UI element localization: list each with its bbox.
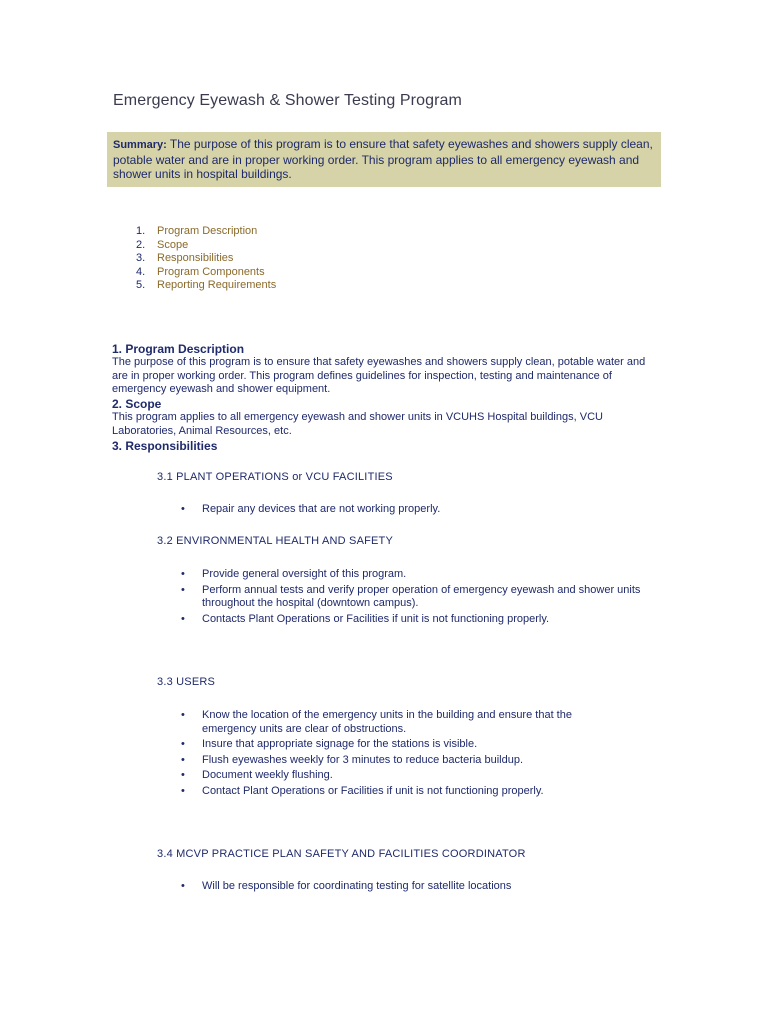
toc-item xyxy=(136,279,276,293)
list-item xyxy=(181,709,661,736)
list-item-text: Document weekly flushing. xyxy=(202,769,333,781)
bullet-glyph: • xyxy=(181,769,185,781)
toc-link-program-description[interactable]: Program Description xyxy=(157,225,258,237)
toc-item xyxy=(136,225,276,239)
list-item xyxy=(181,738,661,752)
bullet-list-plant-operations xyxy=(181,503,661,519)
table-of-contents xyxy=(136,225,276,293)
toc-item xyxy=(136,239,276,253)
list-item-text: Insure that appropriate signage for the stations is visible. xyxy=(202,738,478,750)
list-item-text: Know the location of the emergency units in the building and ensure that the emergency units are clear of obstructions. xyxy=(202,709,572,735)
summary-box xyxy=(107,132,661,187)
bullet-glyph: • xyxy=(181,880,185,892)
bullet-glyph: • xyxy=(181,784,185,797)
summary-label: Summary: xyxy=(113,139,167,151)
list-item-text: Contacts Plant Operations or Facilities if unit is not functioning properly. xyxy=(202,612,550,625)
toc-number: 4. xyxy=(136,265,146,278)
toc-number: 2. xyxy=(136,238,146,251)
list-item-text: Provide general oversight of this program. xyxy=(202,568,407,580)
bullet-glyph: • xyxy=(181,709,185,721)
summary-text: The purpose of this program is to ensure that safety eyewashes and showers supply clean, potable water and are in proper working order. This program applies to all emergency eyewash and shower units in hospital buildings. xyxy=(113,137,653,181)
toc-item xyxy=(136,266,276,280)
section-heading-program-description: 1. Program Description xyxy=(112,342,245,356)
bullet-glyph: • xyxy=(181,612,185,625)
bullet-list-mcvp-coordinator xyxy=(181,880,661,896)
list-item-text: Repair any devices that are not working properly. xyxy=(202,503,441,515)
list-item xyxy=(181,880,661,894)
list-item-text: Flush eyewashes weekly for 3 minutes to reduce bacteria buildup. xyxy=(202,753,524,766)
bullet-glyph: • xyxy=(181,503,185,515)
section-heading-responsibilities: 3. Responsibilities xyxy=(112,439,218,453)
list-item xyxy=(181,785,661,799)
toc-number: 3. xyxy=(136,252,146,264)
toc-item xyxy=(136,252,276,266)
subsection-heading-users: 3.3 USERS xyxy=(157,676,216,688)
subsection-heading-mcvp-coordinator: 3.4 MCVP PRACTICE PLAN SAFETY AND FACILITIES COORDINATOR xyxy=(157,848,526,860)
toc-link-responsibilities[interactable]: Responsibilities xyxy=(157,252,234,264)
toc-link-reporting-requirements[interactable]: Reporting Requirements xyxy=(157,279,277,291)
list-item-text: Will be responsible for coordinating testing for satellite locations xyxy=(202,880,512,892)
toc-link-program-components[interactable]: Program Components xyxy=(157,265,265,278)
section-text-scope: This program applies to all emergency eyewash and shower units in VCUHS Hospital buildings, VCU Laboratories, Animal Resources, etc. xyxy=(112,411,603,437)
section-text-program-description: The purpose of this program is to ensure that safety eyewashes and showers supply clean, potable water and are in proper working order. This program defines guidelines for inspection, testing and maintenance of emergency eyewash and shower equipment. xyxy=(112,356,646,395)
list-item xyxy=(181,769,661,783)
toc-number: 1. xyxy=(136,225,146,237)
bullet-glyph: • xyxy=(181,568,185,580)
list-item xyxy=(181,503,661,517)
bullet-glyph: • xyxy=(181,738,185,750)
bullet-list-ehs xyxy=(181,568,661,628)
toc-number: 5. xyxy=(136,279,146,291)
list-item-text: Contact Plant Operations or Facilities if unit is not functioning properly. xyxy=(202,784,544,797)
list-item xyxy=(181,584,661,611)
list-item xyxy=(181,568,661,582)
toc-link-scope[interactable]: Scope xyxy=(157,238,189,251)
list-item xyxy=(181,613,661,627)
subsection-heading-plant-operations: 3.1 PLANT OPERATIONS or VCU FACILITIES xyxy=(157,471,393,483)
bullet-glyph: • xyxy=(181,753,185,766)
bullet-list-users xyxy=(181,709,661,800)
list-item-text: Perform annual tests and verify proper operation of emergency eyewash and shower units throughout the hospital (downtown campus). xyxy=(202,583,641,609)
list-item xyxy=(181,754,661,768)
page-title: Emergency Eyewash & Shower Testing Program xyxy=(113,92,462,109)
subsection-heading-ehs: 3.2 ENVIRONMENTAL HEALTH AND SAFETY xyxy=(157,535,394,547)
section-heading-scope: 2. Scope xyxy=(112,397,162,411)
bullet-glyph: • xyxy=(181,583,185,596)
